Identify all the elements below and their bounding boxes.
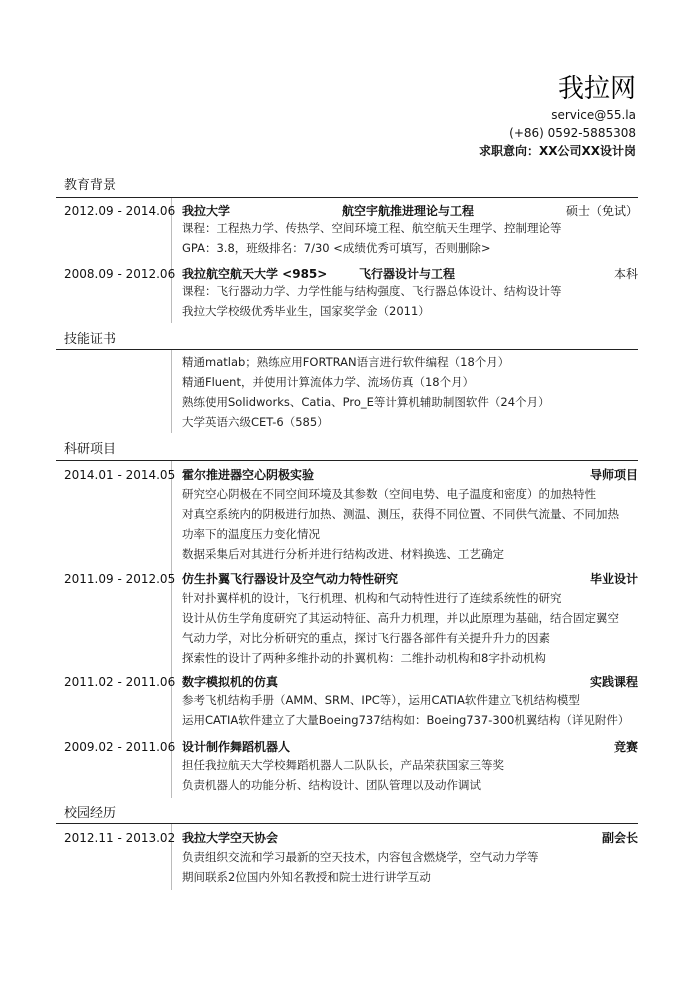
project-role: 实践课程: [589, 675, 638, 689]
skill-item: 精通matlab；熟练应用FORTRAN语言进行软件编程（18个月）: [182, 355, 510, 369]
detail-line: 担任我拉航天大学校舞蹈机器人二队队长，产品荣获国家三等奖: [182, 758, 504, 772]
skill-item: 大学英语六级CET-6（585）: [182, 415, 329, 429]
project-role: 导师项目: [589, 468, 638, 482]
project-title: 仿生扑翼飞行器设计及空气动力特性研究: [182, 572, 399, 586]
detail-line: 负责机器人的功能分析、结构设计、团队管理以及动作调试: [182, 778, 481, 792]
major-name: 飞行器设计与工程: [359, 267, 456, 281]
project-title: 霍尔推进器空心阴极实验: [182, 468, 315, 482]
school-name: 我拉大学: [182, 204, 231, 218]
section-title-skills: 技能证书: [64, 332, 117, 347]
detail-line: 对真空系统内的阴极进行加热、测温、测压，获得不同位置、不同供气流量、不同加热: [182, 507, 619, 521]
section-divider: [56, 823, 638, 824]
section-title-research: 科研项目: [64, 442, 117, 457]
email-text: service@55.la: [551, 108, 636, 122]
detail-line: 期间联系2位国内外知名教授和院士进行讲学互动: [182, 870, 431, 884]
entry-date: 2011.02 - 2011.06: [64, 675, 176, 689]
resume-header: [479, 72, 636, 160]
project-title: 数字模拟机的仿真: [182, 675, 279, 689]
job-objective: 求职意向：XX公司XX设计岗: [478, 144, 636, 158]
degree-label: 本科: [613, 267, 638, 281]
detail-line: 针对扑翼样机的设计，飞行机理、机构和气动特性进行了连续系统性的研究: [182, 591, 562, 605]
detail-line: 数据采集后对其进行分析并进行结构改进、材料换选、工艺确定: [182, 547, 504, 561]
project-role: 毕业设计: [589, 572, 638, 586]
timeline-divider: [171, 350, 172, 433]
entry-date: 2012.09 - 2014.06: [64, 204, 176, 218]
detail-line: 运用CATIA软件建立了大量Boeing737结构如：Boeing737-300机翼结构（详见附件）: [182, 713, 630, 727]
skill-item: 熟练使用Solidworks、Catia、Pro_E等计算机辅助制图软件（24个月）: [182, 395, 550, 409]
section-divider: [56, 197, 638, 198]
entry-date: 2012.11 - 2013.02: [64, 831, 176, 845]
detail-line: 功率下的温度压力变化情况: [182, 527, 320, 541]
detail-line: 设计从仿生学角度研究了其运动特征、高升力机理，并以此原理为基础，结合固定翼空: [182, 611, 619, 625]
section-title-education: 教育背景: [64, 178, 117, 193]
detail-line: 负责组织交流和学习最新的空天技术，内容包含燃烧学，空气动力学等: [182, 850, 539, 864]
section-title-campus: 校园经历: [64, 806, 117, 821]
organization-name: 我拉大学空天协会: [182, 831, 279, 845]
section-divider: [56, 460, 638, 461]
degree-label: 硕士（免试）: [565, 204, 638, 218]
entry-date: 2011.09 - 2012.05: [64, 572, 176, 586]
project-role: 竞赛: [613, 740, 638, 754]
section-divider: [56, 349, 638, 350]
detail-line: 课程：工程热力学、传热学、空间环境工程、航空航天生理学、控制理论等: [182, 221, 562, 235]
detail-line: 气动力学，对比分析研究的重点，探讨飞行器各部件有关提升升力的因素: [182, 631, 550, 645]
detail-line: GPA：3.8，班级排名：7/30 <成绩优秀可填写，否则删除>: [182, 241, 491, 255]
entry-date: 2014.01 - 2014.05: [64, 468, 176, 482]
skill-item: 精通Fluent，并使用计算流体力学、流场仿真（18个月）: [182, 375, 475, 389]
major-name: 航空宇航推进理论与工程: [342, 204, 475, 218]
entry-date: 2009.02 - 2011.06: [64, 740, 176, 754]
candidate-name: 我拉网: [557, 74, 636, 104]
detail-line: 我拉大学校级优秀毕业生，国家奖学金（2011）: [182, 304, 430, 318]
position-title: 副会长: [601, 831, 638, 845]
school-name: 我拉航空航天大学 <985>: [182, 267, 328, 281]
project-title: 设计制作舞蹈机器人: [182, 740, 291, 754]
detail-line: 探索性的设计了两种多维扑动的扑翼机构：二维扑动机构和8字扑动机构: [182, 651, 546, 665]
detail-line: 参考飞机结构手册（AMM、SRM、IPC等），运用CATIA软件建立飞机结构模型: [182, 693, 580, 707]
entry-date: 2008.09 - 2012.06: [64, 267, 176, 281]
detail-line: 课程：飞行器动力学、力学性能与结构强度、飞行器总体设计、结构设计等: [182, 284, 562, 298]
detail-line: 研究空心阴极在不同空间环境及其参数（空间电势、电子温度和密度）的加热特性: [182, 487, 596, 501]
phone-text: (+86) 0592-5885308: [509, 126, 636, 140]
